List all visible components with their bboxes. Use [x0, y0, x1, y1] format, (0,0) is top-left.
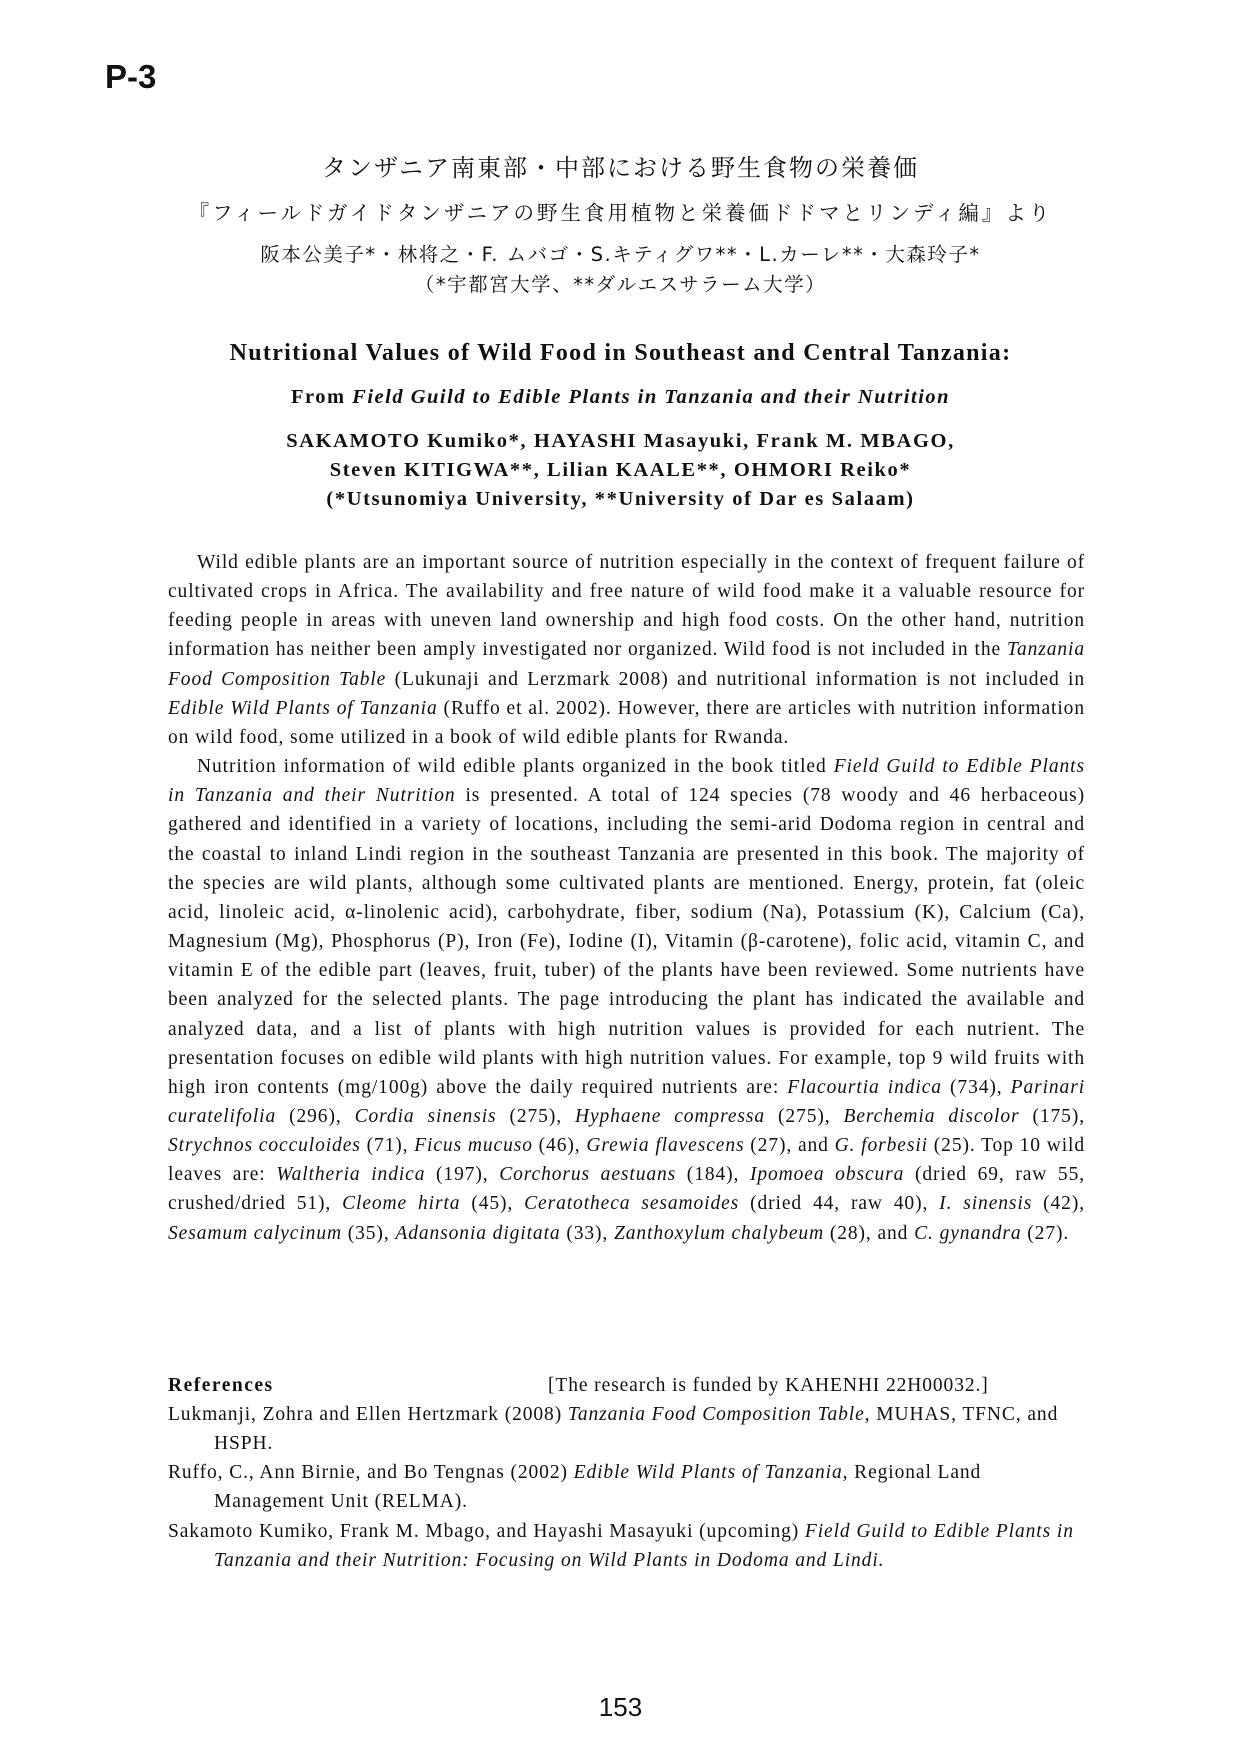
poster-code: P-3 — [105, 58, 157, 95]
text-run: Regional Land Management Unit (RELMA). — [214, 1462, 982, 1513]
japanese-subtitle: 『フィールドガイドタンザニアの野生食用植物と栄養価ドドマとリンディ編』より — [188, 201, 1053, 225]
italic-run: Corchorus aestuans — [499, 1164, 677, 1186]
english-authors-line-1: SAKAMOTO Kumiko*, HAYASHI Masayuki, Frank M. MBAGO, — [286, 430, 955, 452]
text-run: (28), and — [824, 1222, 915, 1244]
italic-run: Strychnos cocculoides — [168, 1135, 361, 1157]
english-subtitle-prefix: From — [290, 386, 353, 408]
references-section — [168, 1371, 1085, 1575]
references-title: References — [168, 1375, 274, 1396]
italic-run: Zanthoxylum chalybeum — [613, 1222, 825, 1244]
text-run: Nutrition information of wild edible plants organized in the book titled — [197, 756, 834, 778]
reference-item — [168, 1400, 1085, 1458]
italic-run: C. gynandra — [914, 1222, 1022, 1244]
abstract-body — [168, 548, 1085, 1248]
text-run: (35), — [341, 1222, 396, 1244]
japanese-authors: 阪本公美子*・林将之・F. ムバゴ・S.キティグワ**・L.カーレ**・大森玲子* — [260, 243, 981, 266]
text-run: (275), — [765, 1105, 844, 1127]
text-run: MUHAS, TFNC, and HSPH. — [214, 1404, 1059, 1455]
english-title: Nutritional Values of Wild Food in Southeast and Central Tanzania: — [229, 340, 1012, 366]
text-run: (dried 44, raw 40), — [739, 1193, 940, 1215]
italic-run: Grewia flavescens — [586, 1135, 745, 1157]
text-run: (27). — [1021, 1222, 1070, 1244]
italic-run: Ipomoea obscura — [749, 1164, 905, 1186]
text-run: (Lukunaji and Lerzmark 2008) and nutritional information is not included in — [386, 668, 1085, 690]
japanese-title: タンザニア南東部・中部における野生食物の栄養価 — [321, 154, 920, 182]
text-run: (734), — [941, 1076, 1011, 1098]
italic-run: Field Guild to Edible Plants in Tanzania and their Nutrition — [168, 756, 1085, 807]
italic-run: Sesamum calycinum — [168, 1222, 342, 1244]
italic-run: Cordia sinensis — [354, 1105, 497, 1127]
reference-item — [168, 1458, 1085, 1516]
text-run: (45), — [460, 1193, 525, 1215]
abstract-paragraph — [168, 548, 1085, 752]
english-subtitle — [0, 386, 1241, 409]
italic-run: Ceratotheca sesamoides — [524, 1193, 740, 1215]
japanese-affiliation: （*宇都宮大学、**ダルエスサラーム大学） — [414, 273, 827, 296]
italic-run: Adansonia digitata — [395, 1222, 561, 1244]
english-authors-block — [0, 427, 1241, 514]
italic-run: Tanzania Food Composition Table, — [567, 1404, 871, 1425]
italic-run: I. sinensis — [939, 1193, 1033, 1215]
text-run: is presented. A total of 124 species (78 woody and 46 herbaceous) gathered and identified in a variety of locations, including the semi-arid Dodoma region in central and the coastal to inland Lindi region in the southeast Tanzania are presented in this book. The majority of the species are wild plants, although some cultivated plants are mentioned. Energy, protein, fat (oleic acid, linoleic acid, α-linolenic acid), carbohydrate, fiber, sodium (Na), Potassium (K), Calcium (Ca), Magnesium (Mg), Phosphorus (P), Iron (Fe), Iodine (I), Vitamin (β-carotene), folic acid, vitamin C, and vitamin E of the edible part (leaves, fruit, tuber) of the plants have been reviewed. Some nutrients have been analyzed for the selected plants. The page introducing the plant has indicated the available and analyzed data, and a list of plants with high nutrition values is provided for each nutrient. The presentation focuses on edible wild plants with high nutrition values. For example, top 9 wild fruits with high iron contents (mg/100g) above the daily required nutrients are: — [168, 785, 1085, 1098]
italic-run: Hyphaene compressa — [575, 1105, 766, 1127]
italic-run: Edible Wild Plants of Tanzania — [168, 697, 438, 719]
text-run: (184), — [676, 1164, 750, 1186]
funding-note: [The research is funded by KAHENHI 22H00032.] — [548, 1375, 989, 1396]
italic-run: Cleome hirta — [342, 1193, 461, 1215]
text-run: Wild edible plants are an important source of nutrition especially in the context of frequent failure of cultivated crops in Africa. The availability and free nature of wild food make it a valuable resource for feeding people in areas with uneven land ownership and high food costs. On the other hand, nutrition information has neither been amply investigated nor organized. Wild food is not included in the — [168, 552, 1085, 661]
text-run: (71), — [360, 1135, 415, 1157]
text-run: (175), — [1019, 1105, 1085, 1127]
page-number: 153 — [598, 1692, 643, 1722]
text-run: (33), — [560, 1222, 614, 1244]
references-header — [168, 1371, 1085, 1400]
japanese-authors-block — [0, 240, 1241, 300]
text-run: Lukmanji, Zohra and Ellen Hertzmark (2008) — [168, 1404, 568, 1425]
english-affiliation: (*Utsunomiya University, **University of Dar es Salaam) — [326, 488, 915, 510]
italic-run: Flacourtia indica — [787, 1076, 942, 1098]
italic-run: G. forbesii — [834, 1135, 928, 1157]
text-run: (296), — [276, 1105, 355, 1127]
text-run: (197), — [425, 1164, 500, 1186]
italic-run: Edible Wild Plants of Tanzania, — [573, 1462, 849, 1484]
english-authors-line-2: Steven KITIGWA**, Lilian KAALE**, OHMORI Reiko* — [329, 459, 912, 481]
reference-item — [168, 1517, 1085, 1575]
text-run: (275), — [496, 1105, 575, 1127]
text-run: Sakamoto Kumiko, Frank M. Mbago, and Hayashi Masayuki (upcoming) — [168, 1520, 805, 1542]
text-run: (25). Top 10 wild leaves are: — [168, 1135, 1086, 1186]
english-subtitle-book-title: Field Guild to Edible Plants in Tanzania and their Nutrition — [352, 386, 951, 408]
italic-run: Berchemia discolor — [843, 1105, 1020, 1127]
italic-run: Waltheria indica — [276, 1164, 426, 1186]
text-run: (dried 69, raw 55, crushed/dried 51), — [168, 1164, 1085, 1215]
text-run: (27), and — [744, 1135, 835, 1157]
italic-run: Tanzania Food Composition Table — [168, 639, 1085, 690]
italic-run: Ficus mucuso — [414, 1135, 533, 1157]
italic-run: Parinari curatelifolia — [168, 1076, 1086, 1127]
italic-run: Field Guild to Edible Plants in Tanzania and their Nutrition: Focusing on Wild Plants in Dodoma and Lindi. — [214, 1520, 1074, 1571]
text-run: (46), — [532, 1135, 587, 1157]
text-run: (42), — [1032, 1193, 1085, 1215]
abstract-paragraph — [168, 752, 1085, 1248]
text-run: (Ruffo et al. 2002). However, there are articles with nutrition information on wild food, some utilized in a book of wild edible plants for Rwanda. — [168, 697, 1085, 748]
text-run: Ruffo, C., Ann Birnie, and Bo Tengnas (2002) — [168, 1462, 574, 1484]
